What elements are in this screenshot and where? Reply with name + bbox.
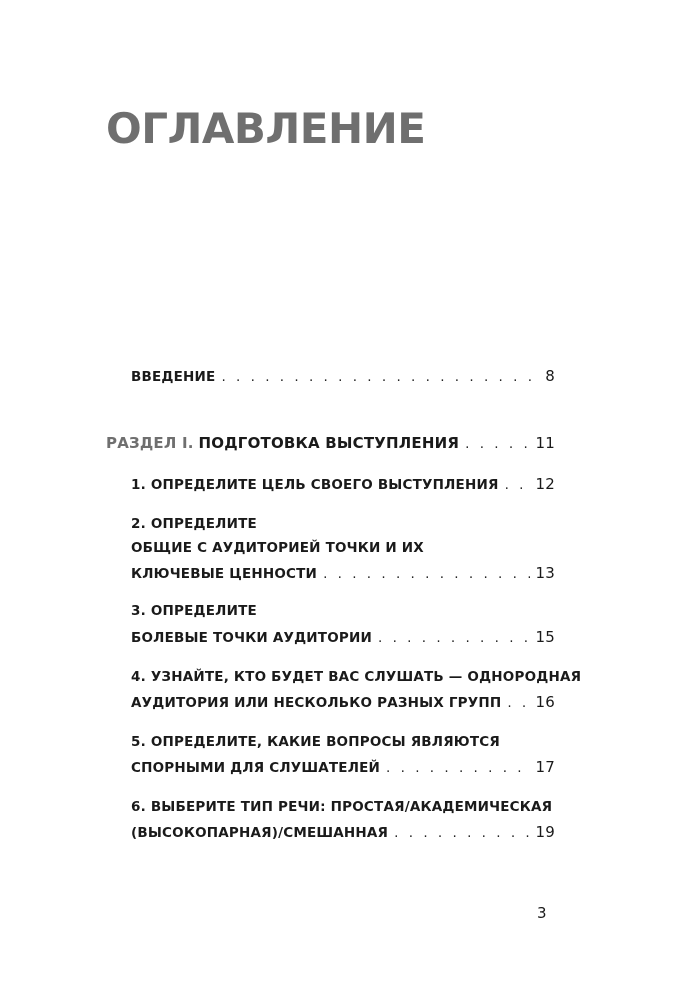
leader-dots bbox=[507, 697, 529, 711]
section-prefix: РАЗДЕЛ I. bbox=[106, 434, 194, 452]
toc-section-1[interactable] bbox=[106, 436, 555, 452]
leader-dots bbox=[394, 827, 529, 841]
toc-entry-line: 2. ОПРЕДЕЛИТЕ bbox=[131, 516, 257, 532]
toc-page-number: 17 bbox=[535, 758, 555, 776]
toc-entry-label: БОЛЕВЫЕ ТОЧКИ АУДИТОРИИ bbox=[131, 630, 372, 646]
toc-entry-line: 4. УЗНАЙТЕ, КТО БУДЕТ ВАС СЛУШАТЬ — ОДНОРОДНАЯ bbox=[131, 669, 582, 685]
section-title bbox=[106, 436, 459, 452]
toc-entry[interactable] bbox=[131, 630, 555, 646]
toc-entry-line: 5. ОПРЕДЕЛИТЕ, КАКИЕ ВОПРОСЫ ЯВЛЯЮТСЯ bbox=[131, 734, 500, 750]
toc-entry[interactable] bbox=[131, 477, 555, 493]
toc-page-number: 19 bbox=[535, 823, 555, 841]
toc-entry-intro[interactable] bbox=[131, 369, 555, 385]
toc-page-number: 15 bbox=[535, 628, 555, 646]
toc-entry[interactable] bbox=[131, 566, 555, 582]
toc-page-number: 12 bbox=[535, 475, 555, 493]
toc-page-number: 11 bbox=[535, 434, 555, 452]
toc-entry[interactable] bbox=[131, 825, 555, 841]
toc-entry-line: 6. ВЫБЕРИТЕ ТИП РЕЧИ: ПРОСТАЯ/АКАДЕМИЧЕСКАЯ bbox=[131, 799, 553, 815]
toc-page-number: 16 bbox=[535, 693, 555, 711]
toc-entry-label: (ВЫСОКОПАРНАЯ)/СМЕШАННАЯ bbox=[131, 825, 389, 841]
toc-entry-label: 1. ОПРЕДЕЛИТЕ ЦЕЛЬ СВОЕГО ВЫСТУПЛЕНИЯ bbox=[131, 477, 499, 493]
leader-dots bbox=[505, 479, 530, 493]
toc-entry-label: ВВЕДЕНИЕ bbox=[131, 369, 216, 385]
toc-entry-line: 3. ОПРЕДЕЛИТЕ bbox=[131, 603, 257, 619]
leader-dots bbox=[378, 632, 530, 646]
toc-page-number: 8 bbox=[545, 367, 555, 385]
leader-dots bbox=[323, 568, 529, 582]
leader-dots bbox=[386, 762, 529, 776]
leader-dots bbox=[465, 438, 529, 452]
toc-entry-label: СПОРНЫМИ ДЛЯ СЛУШАТЕЛЕЙ bbox=[131, 760, 381, 776]
toc-entry[interactable] bbox=[131, 695, 555, 711]
page-number: 3 bbox=[537, 904, 547, 922]
section-label: ПОДГОТОВКА ВЫСТУПЛЕНИЯ bbox=[198, 434, 460, 452]
toc-page-number: 13 bbox=[535, 564, 555, 582]
toc-entry-line: ОБЩИЕ С АУДИТОРИЕЙ ТОЧКИ И ИХ bbox=[131, 540, 424, 556]
toc-entry-label: КЛЮЧЕВЫЕ ЦЕННОСТИ bbox=[131, 566, 318, 582]
toc-entry-label: АУДИТОРИЯ ИЛИ НЕСКОЛЬКО РАЗНЫХ ГРУПП bbox=[131, 695, 502, 711]
toc-entry[interactable] bbox=[131, 760, 555, 776]
toc-title: ОГЛАВЛЕНИЕ bbox=[106, 104, 426, 153]
leader-dots bbox=[221, 371, 539, 385]
